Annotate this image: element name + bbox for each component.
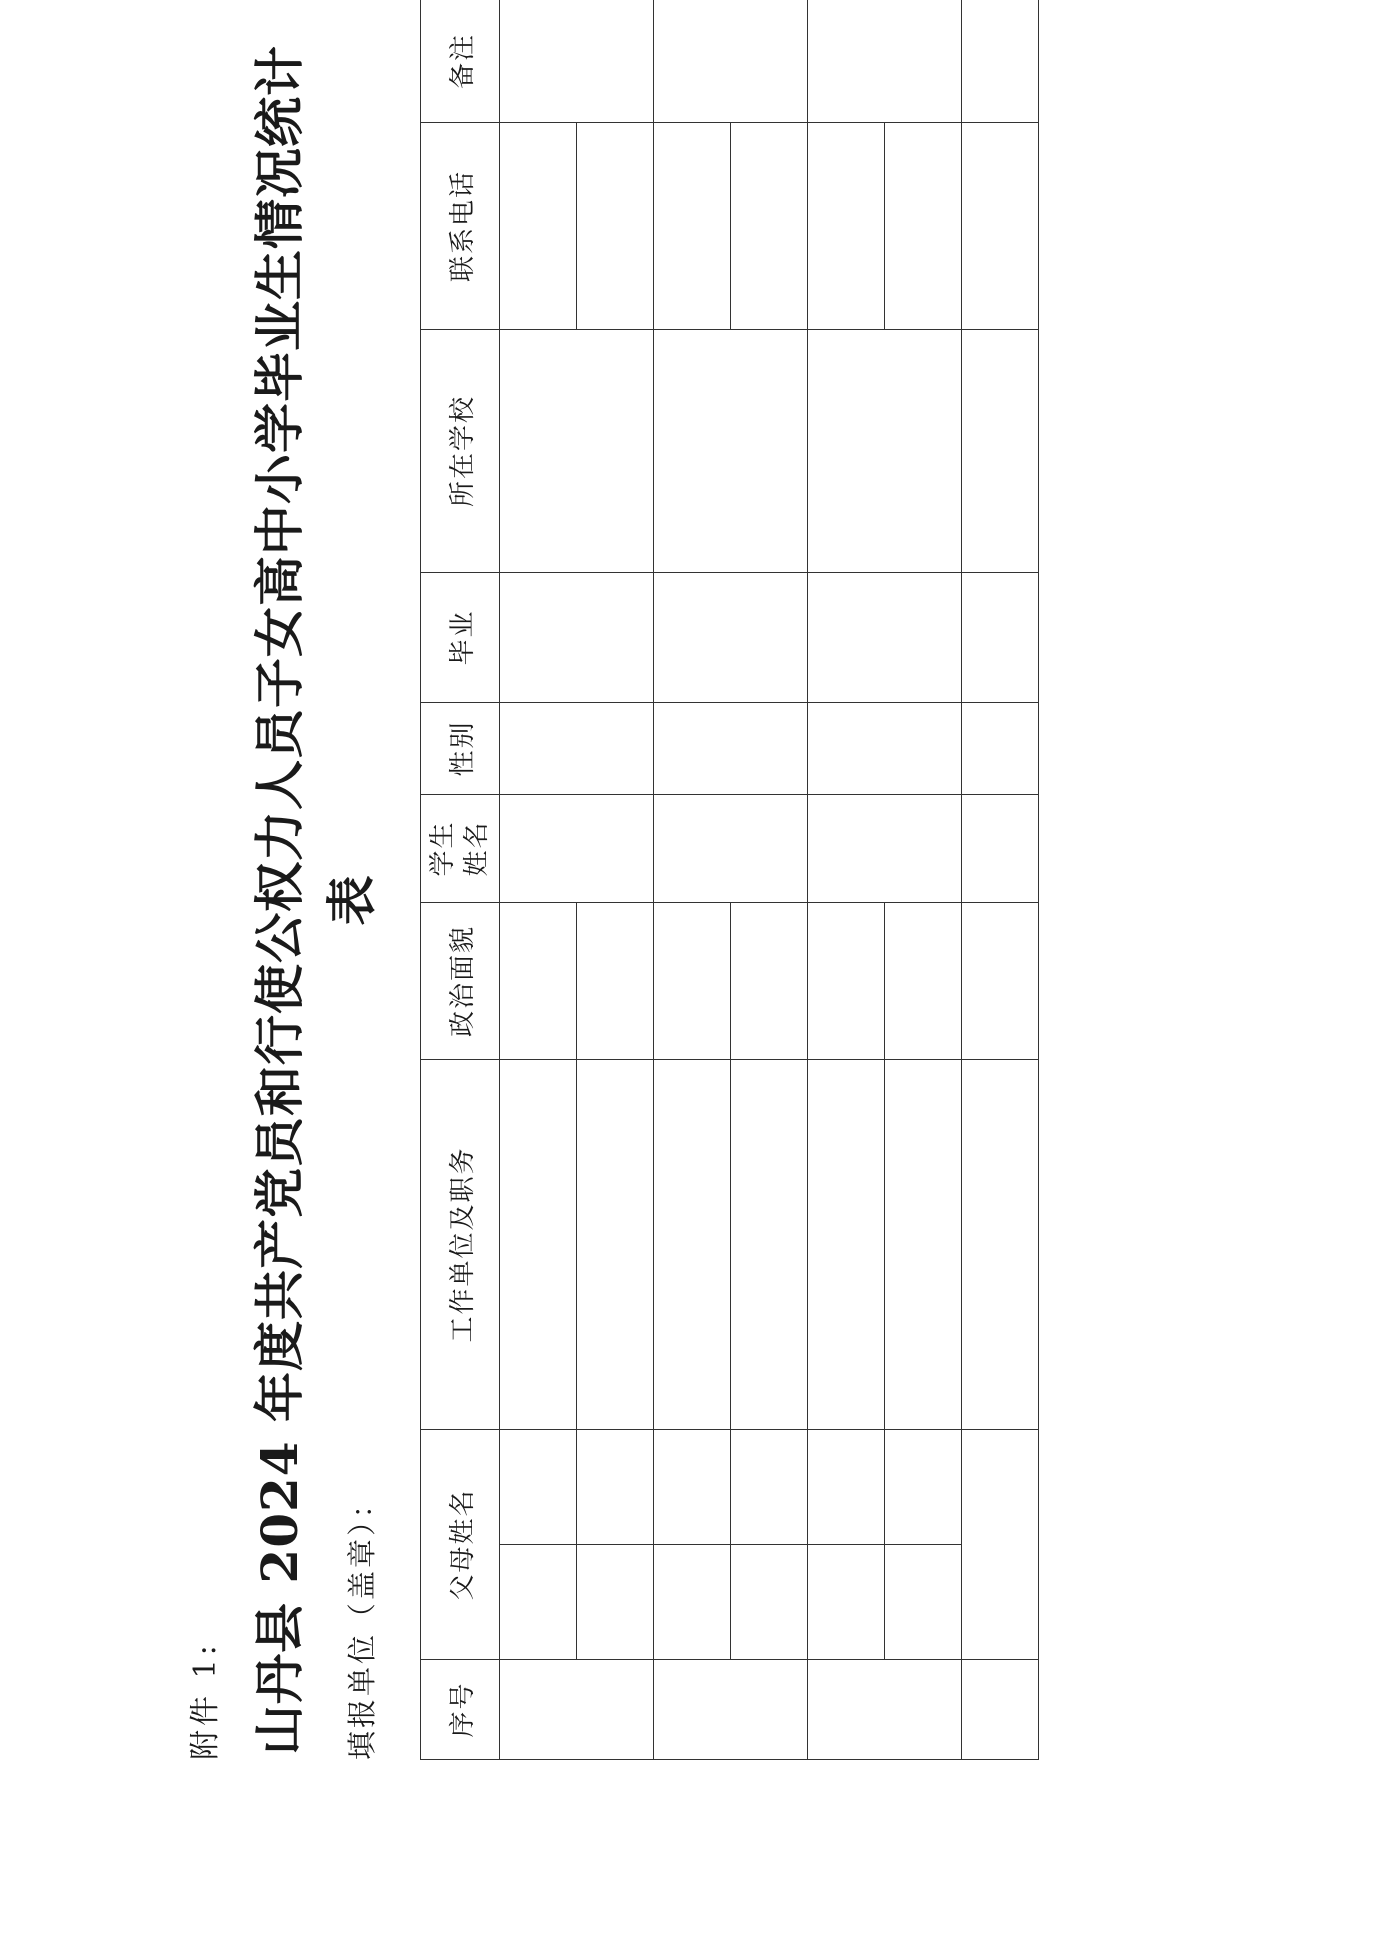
school-cell[interactable] <box>500 329 654 572</box>
seq-cell[interactable] <box>654 1660 808 1760</box>
filling-unit-label: 填报单位（盖章）： <box>345 1486 379 1760</box>
remarks-cell[interactable] <box>962 0 1039 122</box>
political-status-cell[interactable] <box>577 902 654 1059</box>
table-row <box>808 0 885 1760</box>
political-status-cell[interactable] <box>731 902 808 1059</box>
school-cell[interactable] <box>808 329 962 572</box>
graduation-cell[interactable] <box>808 572 962 702</box>
student-name-cell[interactable] <box>654 794 808 902</box>
work-unit-cell[interactable] <box>962 1059 1039 1429</box>
graduation-cell[interactable] <box>962 572 1039 702</box>
parent-name-cell[interactable] <box>500 1545 577 1660</box>
parent-name-cell[interactable] <box>885 1429 962 1544</box>
phone-cell[interactable] <box>885 122 962 329</box>
phone-cell[interactable] <box>654 122 731 329</box>
phone-cell[interactable] <box>962 122 1039 329</box>
phone-cell[interactable] <box>731 122 808 329</box>
gender-cell[interactable] <box>654 702 808 794</box>
header-graduation: 毕业 <box>421 572 500 702</box>
parent-name-cell[interactable] <box>654 1429 731 1544</box>
table-row <box>962 0 1039 1760</box>
graduation-cell[interactable] <box>654 572 808 702</box>
seq-cell[interactable] <box>808 1660 962 1760</box>
parent-name-cell[interactable] <box>500 1429 577 1544</box>
graduation-cell[interactable] <box>500 572 654 702</box>
header-gender: 性别 <box>421 702 500 794</box>
table-row <box>654 0 731 1760</box>
parent-name-cell[interactable] <box>577 1429 654 1544</box>
school-cell[interactable] <box>654 329 808 572</box>
table-row <box>500 0 577 1760</box>
work-unit-cell[interactable] <box>885 1059 962 1429</box>
work-unit-cell[interactable] <box>654 1059 731 1429</box>
rotated-form-page <box>180 0 1040 1780</box>
phone-cell[interactable] <box>577 122 654 329</box>
parent-name-cell[interactable] <box>885 1545 962 1660</box>
header-student-name <box>421 794 500 902</box>
statistics-table <box>420 0 1039 1760</box>
header-row <box>421 0 500 1760</box>
school-cell[interactable] <box>962 329 1039 572</box>
header-student-name-line2: 姓名 <box>462 820 492 877</box>
work-unit-cell[interactable] <box>500 1059 577 1429</box>
phone-cell[interactable] <box>808 122 885 329</box>
remarks-cell[interactable] <box>808 0 962 122</box>
remarks-cell[interactable] <box>654 0 808 122</box>
gender-cell[interactable] <box>808 702 962 794</box>
work-unit-cell[interactable] <box>731 1059 808 1429</box>
parent-name-cell[interactable] <box>731 1429 808 1544</box>
header-political-status: 政治面貌 <box>421 902 500 1059</box>
seq-cell[interactable] <box>962 1660 1039 1760</box>
parent-name-cell[interactable] <box>808 1429 885 1544</box>
remarks-cell[interactable] <box>500 0 654 122</box>
header-parent-name: 父母姓名 <box>421 1429 500 1659</box>
gender-cell[interactable] <box>500 702 654 794</box>
header-school: 所在学校 <box>421 329 500 572</box>
political-status-cell[interactable] <box>962 902 1039 1059</box>
header-student-name-line1: 学生 <box>428 820 458 877</box>
phone-cell[interactable] <box>500 122 577 329</box>
parent-name-cell[interactable] <box>962 1429 1039 1659</box>
parent-name-cell[interactable] <box>731 1545 808 1660</box>
parent-name-cell[interactable] <box>654 1545 731 1660</box>
header-seq: 序号 <box>421 1660 500 1760</box>
political-status-cell[interactable] <box>654 902 731 1059</box>
parent-name-cell[interactable] <box>577 1545 654 1660</box>
header-work-unit: 工作单位及职务 <box>421 1059 500 1429</box>
political-status-cell[interactable] <box>808 902 885 1059</box>
gender-cell[interactable] <box>962 702 1039 794</box>
student-name-cell[interactable] <box>808 794 962 902</box>
work-unit-cell[interactable] <box>808 1059 885 1429</box>
work-unit-cell[interactable] <box>577 1059 654 1429</box>
parent-name-cell[interactable] <box>808 1545 885 1660</box>
header-remarks: 备注 <box>421 0 500 122</box>
political-status-cell[interactable] <box>500 902 577 1059</box>
page-title: 山丹县 2024 年度共产党员和行使公权力人员子女高中小学毕业生情况统计表 <box>250 45 381 1755</box>
attachment-label: 附件 1: <box>188 1641 223 1760</box>
political-status-cell[interactable] <box>885 902 962 1059</box>
seq-cell[interactable] <box>500 1660 654 1760</box>
header-phone: 联系电话 <box>421 122 500 329</box>
table-body <box>500 0 1039 1760</box>
student-name-cell[interactable] <box>962 794 1039 902</box>
student-name-cell[interactable] <box>500 794 654 902</box>
